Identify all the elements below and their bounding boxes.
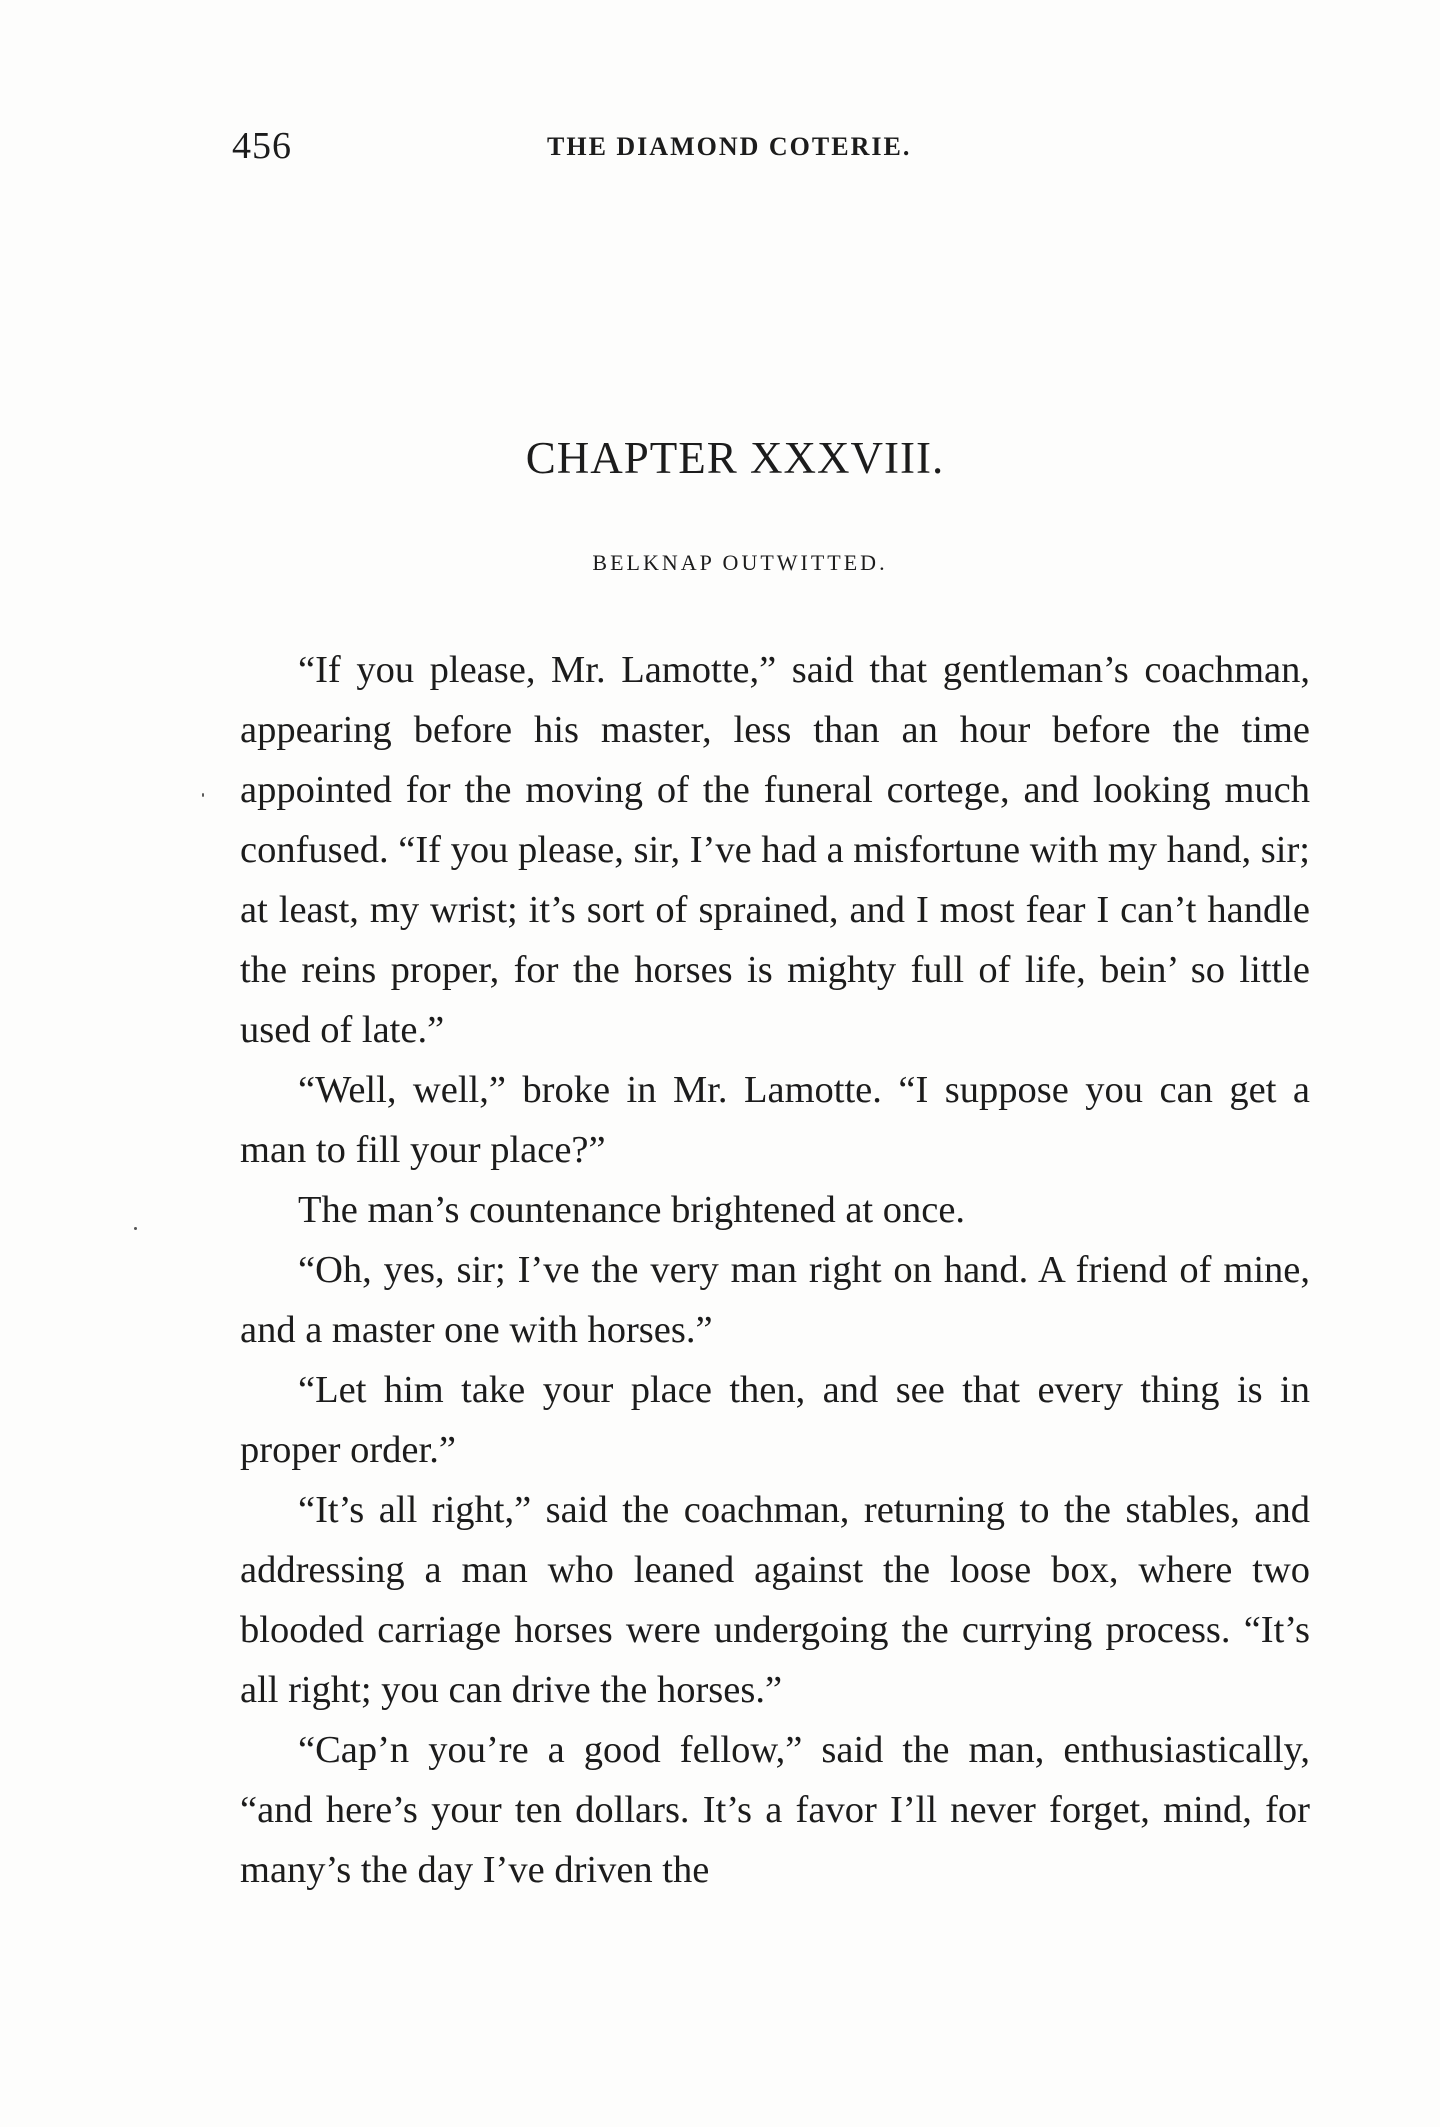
paragraph: “Well, well,” broke in Mr. Lamotte. “I suppose you can get a man to fill your place?” bbox=[240, 1069, 1310, 1171]
paragraph: “Let him take your place then, and see that every thing is in proper order.” bbox=[240, 1369, 1310, 1471]
chapter-subtitle: BELKNAP OUTWITTED. bbox=[592, 550, 888, 575]
book-title: THE DIAMOND COTERIE. bbox=[547, 132, 912, 161]
chapter-body bbox=[240, 640, 1310, 1900]
ink-speck bbox=[134, 1227, 137, 1230]
paragraph: “If you please, Mr. Lamotte,” said that gentleman’s coachman, appearing before his master, less than an hour before the time appointed for the moving of the funeral cortege, and looking much confused. “If you please, sir, I’ve had a misfortune with my hand, sir; at least, my wrist; it’s sort of sprained, and I most fear I can’t handle the reins proper, for the horses is mighty full of life, bein’ so little used of late.” bbox=[240, 649, 1310, 1051]
ink-speck bbox=[202, 793, 204, 797]
running-head bbox=[232, 124, 1312, 167]
page-number: 456 bbox=[232, 125, 292, 167]
chapter-heading: CHAPTER XXXVIII. bbox=[525, 433, 945, 483]
paragraph: “It’s all right,” said the coachman, returning to the stables, and addressing a man who leaned against the loose box, where two blooded carriage horses were undergoing the currying process. “It’s all right; you can drive the horses.” bbox=[240, 1489, 1310, 1711]
paragraph: The man’s countenance brightened at once. bbox=[298, 1189, 966, 1231]
paragraph: “Oh, yes, sir; I’ve the very man right on hand. A friend of mine, and a master one with horses.” bbox=[240, 1249, 1310, 1351]
paragraph: “Cap’n you’re a good fellow,” said the man, enthusiastically, “and here’s your ten dollars. It’s a favor I’ll never forget, mind, for many’s the day I’ve driven the bbox=[240, 1729, 1310, 1891]
